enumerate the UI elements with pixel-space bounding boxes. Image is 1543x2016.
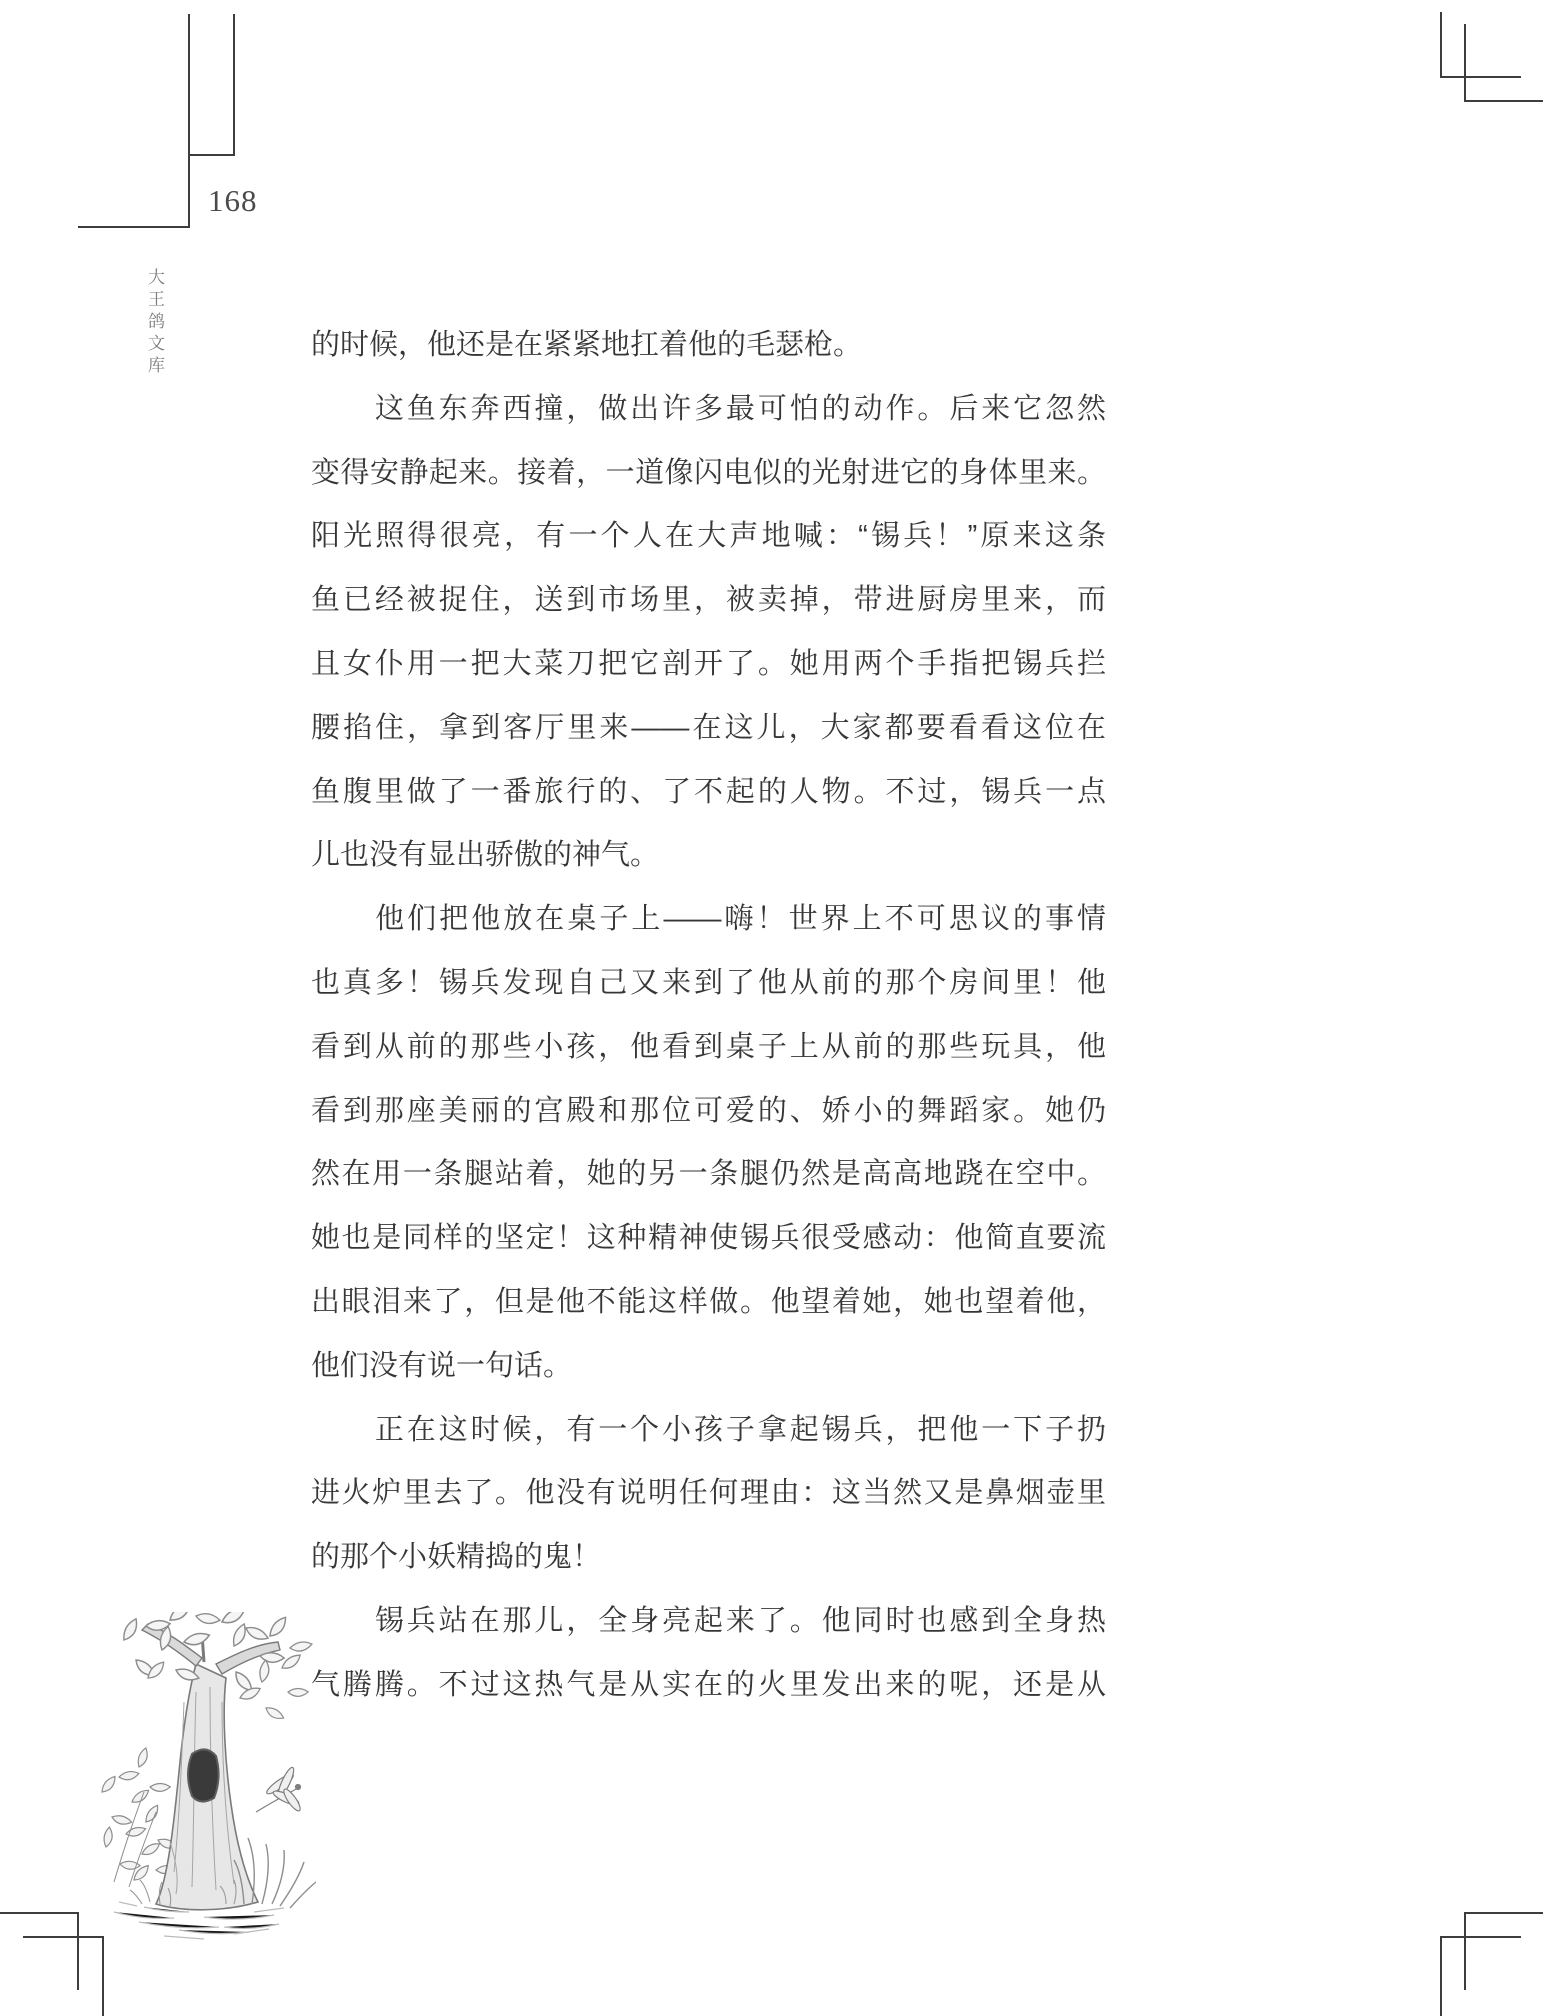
body-line: 锡兵站在那儿，全身亮起来了。他同时也感到全身热 (311, 1604, 1106, 1637)
crop-mark-bottom-left-vertical-outer (77, 1912, 79, 1990)
crop-mark-top-right-vertical-outer (1440, 12, 1442, 78)
crop-mark-top-right-vertical-inner (1464, 24, 1466, 102)
body-line: 也真多！锡兵发现自己又来到了他从前的那个房间里！他 (311, 966, 1106, 999)
crop-mark-bottom-left-horizontal-outer (0, 1912, 79, 1914)
body-line: 她也是同样的坚定！这种精神使锡兵很受感动：他简直要流 (311, 1222, 1106, 1255)
body-line: 正在这时候，有一个小孩子拿起锡兵，把他一下子扔 (311, 1413, 1106, 1446)
body-line: 这鱼东奔西撞，做出许多最可怕的动作。后来它忽然 (311, 392, 1106, 425)
body-line: 鱼腹里做了一番旅行的、了不起的人物。不过，锡兵一点 (311, 775, 1106, 808)
body-text (311, 314, 1106, 1718)
body-line: 的时候，他还是在紧紧地扛着他的毛瑟枪。 (311, 329, 863, 361)
series-label-vertical: 大王鸽文库 (145, 268, 164, 378)
page-number: 168 (208, 183, 258, 218)
body-line: 气腾腾。不过这热气是从实在的火里发出来的呢，还是从 (311, 1668, 1106, 1701)
body-line: 进火炉里去了。他没有说明任何理由：这当然又是鼻烟壶里 (311, 1477, 1106, 1510)
crop-mark-bottom-right-horizontal-outer (1464, 1912, 1543, 1914)
body-line: 出眼泪来了，但是他不能这样做。他望着她，她也望着他， (311, 1285, 1106, 1318)
crop-mark-top-left-horizontal-short (188, 154, 235, 156)
body-line: 阳光照得很亮，有一个人在大声地喊：“锡兵！”原来这条 (311, 520, 1106, 553)
body-line: 他们把他放在桌子上——嗨！世界上不可思议的事情 (311, 903, 1106, 936)
crop-mark-bottom-right-horizontal-inner (1440, 1936, 1521, 1938)
body-line: 且女仆用一把大菜刀把它剖开了。她用两个手指把锡兵拦 (311, 647, 1106, 680)
body-line: 他们没有说一句话。 (311, 1349, 573, 1382)
crop-mark-bottom-right-vertical-inner (1440, 1936, 1442, 2016)
crop-mark-top-right-horizontal-outer (1440, 76, 1521, 78)
body-line: 的那个小妖精捣的鬼！ (311, 1541, 602, 1574)
body-line: 儿也没有显出骄傲的神气。 (311, 839, 660, 872)
crop-mark-top-right-horizontal-inner (1464, 100, 1543, 102)
body-line: 鱼已经被捉住，送到市场里，被卖掉，带进厨房里来，而 (311, 584, 1106, 617)
body-line: 看到从前的那些小孩，他看到桌子上从前的那些玩具，他 (311, 1030, 1106, 1063)
body-line: 腰掐住，拿到客厅里来——在这儿，大家都要看看这位在 (311, 711, 1106, 744)
crop-mark-top-left-vertical-long (188, 14, 190, 228)
tree-illustration (84, 1612, 316, 1950)
body-line: 然在用一条腿站着，她的另一条腿仍然是高高地跷在空中。 (311, 1158, 1106, 1191)
crop-mark-bottom-right-vertical-outer (1464, 1912, 1466, 1990)
crop-mark-top-left-vertical-short (233, 14, 235, 156)
body-line: 变得安静起来。接着，一道像闪电似的光射进它的身体里来。 (311, 456, 1106, 489)
crop-mark-top-left-horizontal-long (78, 226, 190, 228)
body-line: 看到那座美丽的宫殿和那位可爱的、娇小的舞蹈家。她仍 (311, 1094, 1106, 1127)
